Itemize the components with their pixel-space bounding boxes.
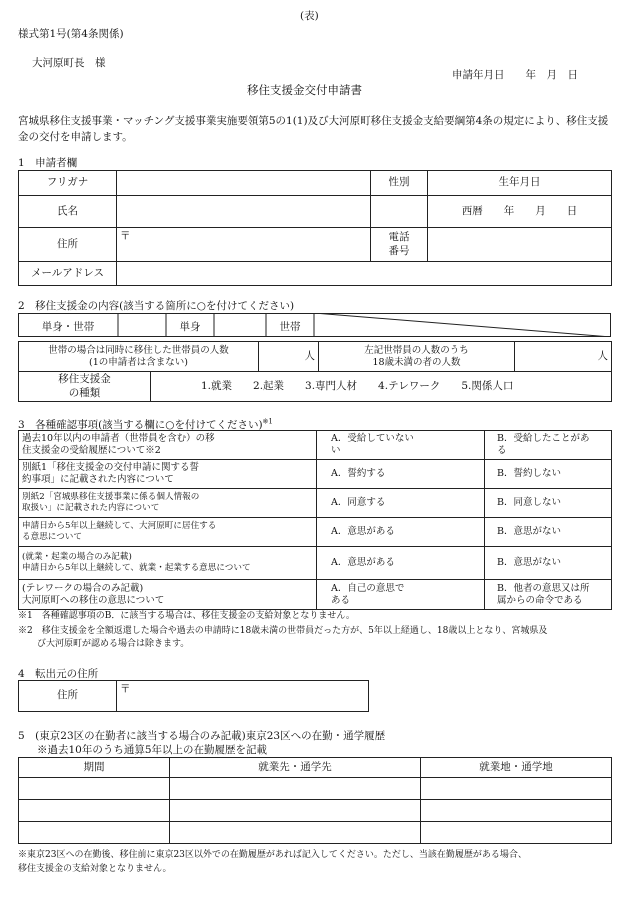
- postal-mark: 〒: [120, 230, 131, 242]
- section5-footnote-a: ※東京23区への在勤後、移住前に東京23区以外での在勤履歴があれば記入してください。ただし、当該在勤履歴がある場合、: [18, 850, 527, 860]
- option-b-cell[interactable]: [485, 460, 612, 489]
- confirmation-row: [19, 431, 612, 460]
- history-row: [19, 822, 612, 844]
- confirm-question-line2: 住支援金の受給履歴について※2: [22, 445, 161, 456]
- application-date: 申請年月日 年 月 日: [452, 69, 578, 81]
- phone-field[interactable]: [428, 228, 612, 262]
- members-unit: 人: [304, 349, 315, 362]
- option-b-text-2: る: [497, 445, 507, 456]
- option-a-cell[interactable]: [317, 580, 485, 610]
- period-field[interactable]: [19, 800, 170, 822]
- col-location: 就業地・通学地: [421, 758, 612, 778]
- history-row: [19, 778, 612, 800]
- email-label: メールアドレス: [19, 262, 117, 286]
- origin-address-field[interactable]: [117, 681, 369, 712]
- single-household-label: 単身・世帯: [41, 321, 95, 333]
- commute-history-table: [18, 757, 612, 844]
- option-b-text: B．意思がない: [497, 526, 561, 538]
- section5-heading: 5 (東京23区の在勤者に該当する場合のみ記載)東京23区への在勤・通学履歴: [18, 730, 386, 742]
- confirm-question-line2: 取扱い」に記載された内容について: [22, 503, 160, 513]
- option-a-cell[interactable]: [317, 547, 485, 580]
- option-b-text-2: 属からの命令である: [497, 594, 583, 606]
- members-label-2: (1の申請者は含まない): [89, 356, 188, 368]
- history-row: [19, 800, 612, 822]
- members-label-1: 世帯の場合は同時に移住した世帯員の人数: [48, 344, 229, 356]
- address-field[interactable]: [117, 228, 371, 262]
- confirm-question-line1: (就業・起業の場合のみ記載): [22, 552, 132, 563]
- option-a-text: A．意思がある: [331, 557, 395, 569]
- option-a-text-2: ある: [331, 594, 351, 606]
- minors-unit: 人: [597, 349, 608, 362]
- single-check-cell[interactable]: [118, 313, 166, 337]
- page-side-label: (表): [300, 10, 319, 22]
- option-b-text: B．他者の意思又は所: [497, 582, 590, 594]
- confirm-question-line2: 約事項」に記載された内容について: [22, 474, 174, 485]
- confirm-question-line2: る意思について: [22, 532, 82, 542]
- subsidy-type-options[interactable]: 1.就業 2.起業 3.専門人材 4.テレワーク 5.関係人口: [151, 372, 612, 402]
- subsidy-type-label-1: 移住支援金: [58, 373, 111, 386]
- confirm-question-line1: 過去10年以内の申請者（世帯員を含む）の移: [22, 433, 215, 445]
- minors-label-1: 左記世帯員の人数のうち: [364, 344, 469, 356]
- option-b-cell[interactable]: [485, 489, 612, 518]
- confirm-question-line1: 別紙1「移住支援金の交付申請に関する誓: [22, 462, 200, 474]
- confirmation-row: [19, 460, 612, 489]
- option-a-text: A．誓約する: [331, 468, 386, 480]
- option-a-cell[interactable]: [317, 431, 485, 460]
- section3-heading-note: ※1: [262, 417, 273, 426]
- subsidy-type-label-2: の種類: [68, 386, 101, 399]
- note-2b: び大河原町が認める場合は除きます。: [37, 639, 190, 649]
- applicant-table: [18, 170, 612, 286]
- household-type-row: [18, 313, 611, 337]
- section1-heading: 1 申請者欄: [18, 157, 78, 169]
- option-a-text: A．受給していない: [331, 433, 414, 445]
- furigana-field[interactable]: [117, 171, 371, 196]
- option-a-cell[interactable]: [317, 518, 485, 547]
- confirmation-row: [19, 547, 612, 580]
- birth-date-field[interactable]: 西暦 年 月 日: [428, 196, 612, 228]
- location-field[interactable]: [421, 778, 612, 800]
- email-field[interactable]: [117, 262, 612, 286]
- origin-address-table: [18, 680, 369, 712]
- origin-address-label: 住所: [19, 681, 117, 712]
- gender-label: 性別: [371, 171, 428, 196]
- phone-label-2: 番号: [388, 244, 410, 257]
- option-b-cell[interactable]: [485, 547, 612, 580]
- confirmation-row: [19, 518, 612, 547]
- option-b-text: B．受給したことがあ: [497, 433, 590, 445]
- option-b-cell[interactable]: [485, 580, 612, 610]
- phone-label-1: 電話: [388, 231, 410, 244]
- confirmation-table: [18, 430, 612, 610]
- location-field[interactable]: [421, 822, 612, 844]
- section3-heading: 3 各種確認事項(該当する欄に○を付けてください)$^{※1}$: [18, 417, 273, 431]
- subsidy-type-table: [18, 371, 612, 402]
- household-members-table: [18, 341, 612, 372]
- addressee: 大河原町長 様: [32, 57, 106, 69]
- option-b-cell[interactable]: [485, 431, 612, 460]
- single-label: 単身: [179, 321, 201, 333]
- confirmation-row: [19, 580, 612, 610]
- members-count-field[interactable]: [259, 342, 319, 372]
- section4-heading: 4 転出元の住所: [18, 668, 99, 680]
- form-number: 様式第1号(第4条関係): [18, 28, 124, 40]
- section2-heading: 2 移住支援金の内容(該当する箇所に○を付けてください): [18, 300, 295, 312]
- intro-text: 宮城県移住支援事業・マッチング支援事業実施要領第5の1(1)及び大河原町移住支援金支給要綱第4条の規定により、移住支援金の交付を申請します。: [18, 115, 609, 144]
- employer-field[interactable]: [170, 778, 421, 800]
- note-2a: ※2 移住支援金を全額返還した場合や過去の申請時に18歳未満の世帯員だった方が、5年以上経過し、18歳以上となり、宮城県及: [18, 626, 548, 636]
- confirm-question-line1: 申請日から5年以上継続して、大河原町に居住する: [22, 521, 217, 532]
- name-field[interactable]: [117, 196, 371, 228]
- employer-field[interactable]: [170, 822, 421, 844]
- option-a-text: A．自己の意思で: [331, 582, 405, 594]
- section5-subheading: ※過去10年のうち通算5年以上の在勤履歴を記載: [37, 744, 268, 756]
- note-1: ※1 各種確認事項のB．に該当する場合は、移住支援金の支給対象となりません。: [18, 611, 355, 621]
- option-a-text-2: い: [331, 445, 341, 456]
- minors-label-2: 18歳未満の者の人数: [372, 356, 461, 368]
- option-b-text: B．同意しない: [497, 497, 561, 509]
- address-label: 住所: [19, 228, 117, 262]
- birth-label: 生年月日: [428, 171, 612, 196]
- furigana-label: フリガナ: [19, 171, 117, 196]
- confirm-question-line2: 大河原町への移住の意思について: [22, 594, 165, 606]
- gender-field[interactable]: [371, 196, 428, 228]
- option-b-text: B．意思がない: [497, 557, 561, 569]
- origin-postal-mark: 〒: [120, 683, 131, 695]
- confirm-question-line1: 別紙2「宮城県移住支援事業に係る個人情報の: [22, 492, 200, 503]
- option-a-cell[interactable]: [317, 489, 485, 518]
- period-field[interactable]: [19, 822, 170, 844]
- location-field[interactable]: [421, 800, 612, 822]
- confirm-question-line1: (テレワークの場合のみ記載): [22, 582, 144, 594]
- minors-count-field[interactable]: [515, 342, 612, 372]
- option-a-text: A．同意する: [331, 497, 386, 509]
- household-label: 世帯: [279, 321, 301, 333]
- option-a-cell[interactable]: [317, 460, 485, 489]
- col-period: 期間: [19, 758, 170, 778]
- option-a-text: A．意思がある: [331, 526, 395, 538]
- option-b-cell[interactable]: [485, 518, 612, 547]
- period-field[interactable]: [19, 778, 170, 800]
- household-check-cell[interactable]: [214, 313, 266, 337]
- confirmation-row: [19, 489, 612, 518]
- option-b-text: B．誓約しない: [497, 468, 561, 480]
- name-label: 氏名: [19, 196, 117, 228]
- col-employer: 就業先・通学先: [170, 758, 421, 778]
- confirm-question-line2: 申請日から5年以上継続して、就業・起業する意思について: [22, 563, 251, 573]
- section5-footnote-b: 移住支援金の支給対象となりません。: [18, 864, 172, 874]
- page-title: 移住支援金交付申請書: [247, 83, 362, 97]
- employer-field[interactable]: [170, 800, 421, 822]
